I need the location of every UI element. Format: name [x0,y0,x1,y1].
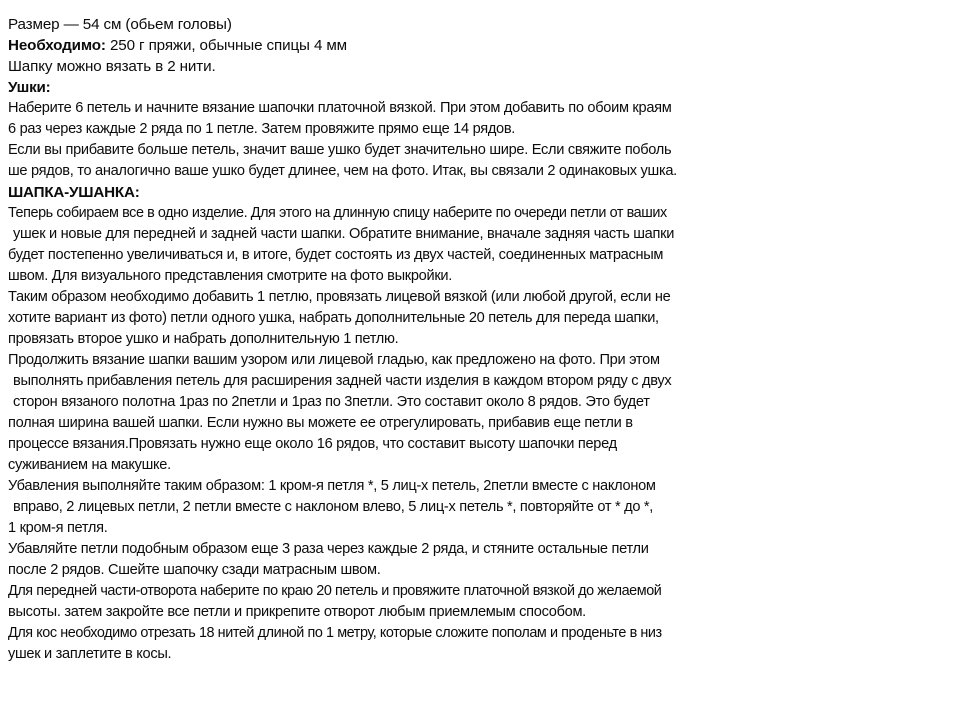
text-line-23: Убавления выполняйте таким образом: 1 кром-я петля *, 5 лиц-х петель, 2петли вместе с наклоном [8,478,656,494]
text-line-13: швом. Для визуального представления смотрите на фото выкройки. [8,268,453,284]
text-line-18: выполнять прибавления петель для расширения задней части изделия в каждом втором ряду с двух [13,373,672,389]
text-line-15: хотите вариант из фото) петли одного ушка, набрать дополнительные 20 петель для переда шапки, [8,310,659,326]
text-line-26: Убавляйте петли подобным образом еще 3 раза через каждые 2 ряда, и стяните остальные петли [8,541,649,557]
text-line-30: Для кос необходимо отрезать 18 нитей длиной по 1 метру, которые сложите пополам и проденьте в низ [8,625,662,641]
text-line-25: 1 кром-я петля. [8,520,108,536]
text-line-17: Продолжить вязание шапки вашим узором или лицевой гладью, как предложено на фото. При этом [8,352,660,368]
text-line-7: Если вы прибавите больше петель, значит ваше ушко будет значительно шире. Если свяжите поболь [8,142,672,158]
text-line-22: суживанием на макушке. [8,457,171,473]
text-line-11: ушек и новые для передней и задней части шапки. Обратите внимание, вначале задняя часть шапки [13,226,675,242]
text-line-14: Таким образом необходимо добавить 1 петлю, провязать лицевой вязкой (или любой другой, если не [8,289,671,305]
text-line-2 [8,35,956,56]
text-line-8: ше рядов, то аналогично ваше ушко будет длинее, чем на фото. Итак, вы связали 2 одинаковых ушка. [8,163,677,179]
heading-ushki: Ушки: [8,79,51,96]
text-line-28: Для передней части-отворота наберите по краю 20 петель и провяжите платочной вязкой до желаемой [8,583,662,599]
text-line-29: высоты. затем закройте все петли и прикрепите отворот любым приемлемым способом. [8,604,586,620]
text-line-27: после 2 рядов. Сшейте шапочку сзади матрасным швом. [8,562,381,578]
text-line-19: сторон вязаного полотна 1раз по 2петли и 1раз по 3петли. Это составит около 8 рядов. Это будет [13,394,650,410]
text-line-24: вправо, 2 лицевых петли, 2 петли вместе с наклоном влево, 5 лиц-х петель *, повторяйте от * до *, [13,499,654,515]
text-line-2-rest: 250 г пряжи, обычные спицы 4 мм [105,37,348,54]
heading-shapka-ushanka: ШАПКА-УШАНКА: [8,184,140,201]
text-line-3: Шапку можно вязать в 2 нити. [8,58,216,75]
text-line-16: провязать второе ушко и набрать дополнительную 1 петлю. [8,331,399,347]
text-line-12: будет постепенно увеличиваться и, в итоге, будет состоять из двух частей, соединенных матрасным [8,247,664,263]
text-line-6: 6 раз через каждые 2 ряда по 1 петле. Затем провяжите прямо еще 14 рядов. [8,121,516,137]
text-line-1: Размер — 54 см (обьем головы) [8,16,232,33]
text-line-2-bold: Необходимо: [8,37,106,54]
text-line-21: процессе вязания.Провязать нужно еще около 16 рядов, что составит высоту шапочки перед [8,436,617,452]
text-line-10: Теперь собираем все в одно изделие. Для этого на длинную спицу наберите по очереди петли от ваших [8,205,667,221]
text-line-20: полная ширина вашей шапки. Если нужно вы можете ее отрегулировать, прибавив еще петли в [8,415,633,431]
text-line-31: ушек и заплетите в косы. [8,646,172,662]
text-line-5: Наберите 6 петель и начните вязание шапочки платочной вязкой. При этом добавить по обоим краям [8,100,672,116]
